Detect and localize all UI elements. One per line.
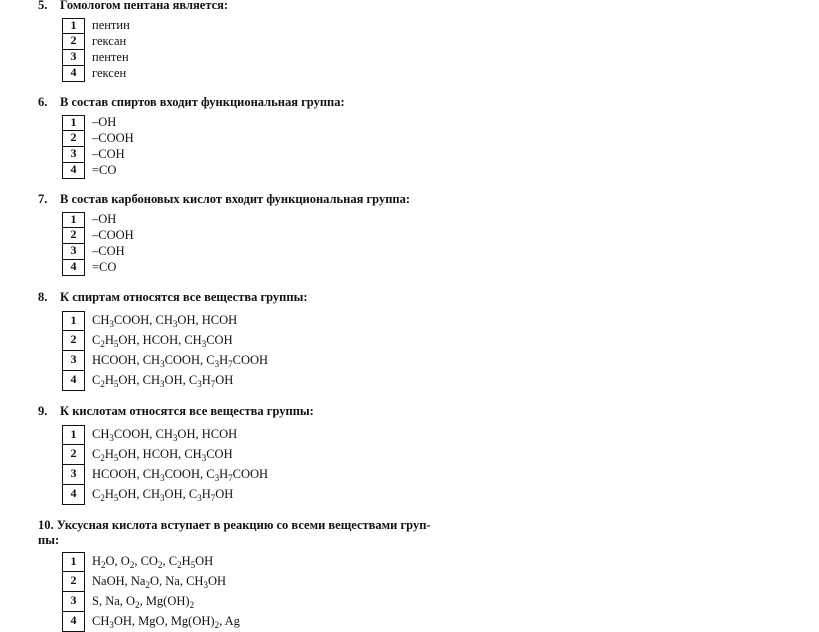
- option-text: =CO: [92, 260, 117, 274]
- option-number-box[interactable]: 1: [62, 552, 85, 572]
- option-text: S, Na, $O_2$, $Mg(OH)_2$: [92, 594, 195, 610]
- option-number-box[interactable]: 2: [62, 34, 85, 50]
- question-number: 10.: [38, 518, 54, 532]
- question-text: К спиртам относятся все вещества группы:: [60, 290, 308, 304]
- option-number-box[interactable]: 3: [62, 592, 85, 612]
- option-text: –OH: [92, 212, 117, 226]
- question-text: Гомологом пентана является:: [60, 0, 229, 12]
- option-number-box[interactable]: 2: [62, 572, 85, 592]
- question-title: [38, 404, 314, 419]
- option-number-box[interactable]: 4: [62, 260, 85, 276]
- option-number-box[interactable]: 4: [62, 371, 85, 391]
- question-title: [38, 192, 410, 207]
- option-text: $C_2H_5OH$, HCOH, $CH_3COH$: [92, 447, 233, 463]
- question-number: 8.: [38, 290, 48, 304]
- question-number: 7.: [38, 192, 48, 206]
- option-text: HCOOH, $CH_3COOH$, $C_3H_7COOH$: [92, 353, 269, 369]
- question-number: 9.: [38, 404, 48, 418]
- option-text: $C_2H_5OH$, HCOH, $CH_3COH$: [92, 333, 233, 349]
- option-text: –COOH: [92, 228, 134, 242]
- option-number-box[interactable]: 1: [62, 311, 85, 331]
- option-text: $C_2H_5OH$, $CH_3OH$, $C_3H_7OH$: [92, 487, 234, 503]
- option-number-box[interactable]: 1: [62, 115, 85, 131]
- option-text: гексен: [92, 66, 127, 80]
- option-number-box[interactable]: 4: [62, 612, 85, 632]
- option-text: пентин: [92, 18, 130, 32]
- option-text: гексан: [92, 34, 127, 48]
- question-title: [38, 518, 431, 548]
- option-text: NaOH, $Na_2O$, Na, $CH_3OH$: [92, 574, 226, 590]
- option-text: –COOH: [92, 131, 134, 145]
- option-text: пентен: [92, 50, 129, 64]
- question-title: [38, 0, 228, 13]
- option-text: –OH: [92, 115, 117, 129]
- option-number-box[interactable]: 3: [62, 50, 85, 66]
- option-text: $CH_3COOH$, $CH_3OH$, HCOH: [92, 427, 238, 443]
- question-text: В состав спиртов входит функциональная группа:: [60, 95, 345, 109]
- option-text: HCOOH, $CH_3COOH$, $C_3H_7COOH$: [92, 467, 269, 483]
- option-text: $CH_3COOH$, $CH_3OH$, HCOH: [92, 313, 238, 329]
- option-text: –COH: [92, 147, 125, 161]
- option-number-box[interactable]: 2: [62, 131, 85, 147]
- option-number-box[interactable]: 3: [62, 465, 85, 485]
- option-number-box[interactable]: 1: [62, 425, 85, 445]
- option-number-box[interactable]: 2: [62, 331, 85, 351]
- question-number: 5.: [38, 0, 48, 12]
- option-text: $CH_3OH$, MgO, $Mg(OH)_2$, Ag: [92, 614, 240, 630]
- question-text: Уксусная кислота вступает в реакцию со всеми веществами груп- пы:: [38, 518, 431, 547]
- option-number-box[interactable]: 3: [62, 351, 85, 371]
- option-number-box[interactable]: 2: [62, 228, 85, 244]
- question-title: [38, 290, 308, 305]
- option-text: $C_2H_5OH$, $CH_3OH$, $C_3H_7OH$: [92, 373, 234, 389]
- option-number-box[interactable]: 4: [62, 163, 85, 179]
- question-title: [38, 95, 345, 110]
- question-text: К кислотам относятся все вещества группы:: [60, 404, 314, 418]
- option-number-box[interactable]: 1: [62, 18, 85, 34]
- option-number-box[interactable]: 4: [62, 485, 85, 505]
- question-text: В состав карбоновых кислот входит функциональная группа:: [60, 192, 411, 206]
- option-number-box[interactable]: 3: [62, 244, 85, 260]
- question-number: 6.: [38, 95, 48, 109]
- option-number-box[interactable]: 2: [62, 445, 85, 465]
- option-text: $H_2O$, $O_2$, $CO_2$, $C_2H_5OH$: [92, 554, 214, 570]
- option-number-box[interactable]: 4: [62, 66, 85, 82]
- option-text: =CO: [92, 163, 117, 177]
- option-number-box[interactable]: 3: [62, 147, 85, 163]
- option-number-box[interactable]: 1: [62, 212, 85, 228]
- option-text: –COH: [92, 244, 125, 258]
